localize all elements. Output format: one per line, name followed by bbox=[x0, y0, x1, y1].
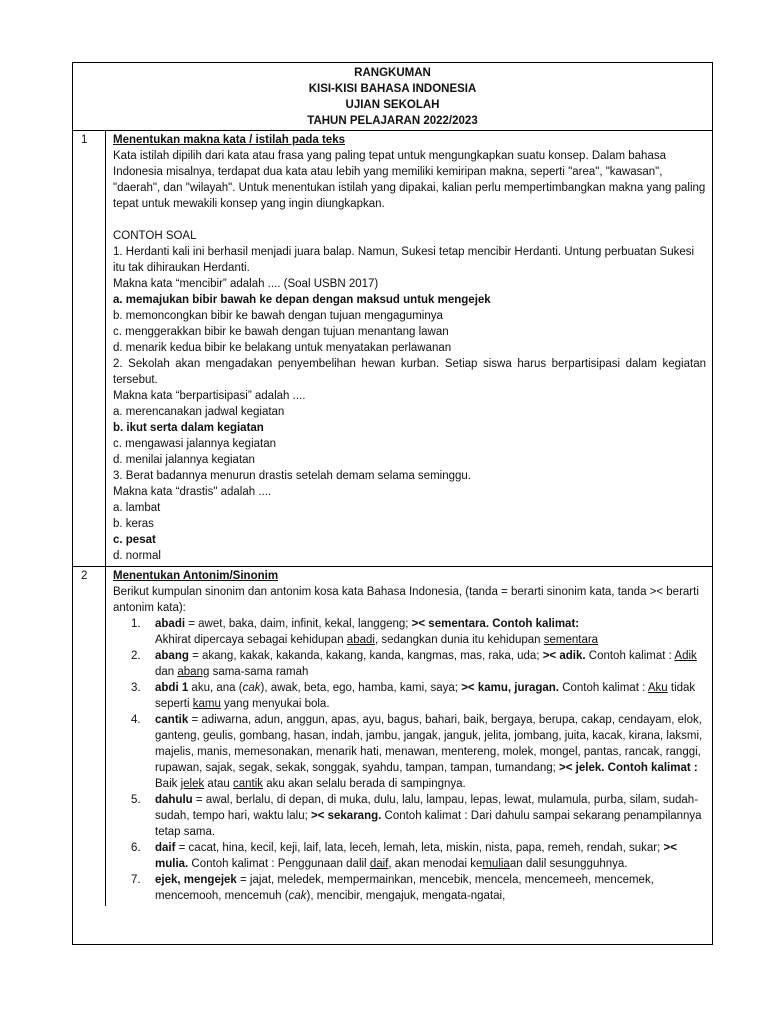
list-item bbox=[131, 712, 706, 792]
example-heading: CONTOH SOAL bbox=[113, 230, 197, 242]
antonym: >< sekarang. bbox=[310, 810, 382, 822]
section-title: Menentukan Antonim/Sinonim bbox=[113, 570, 279, 582]
question-2-text: 2. Sekolah akan mengadakan penyembelihan hewan kurban. Setiap siswa harus berpartisipasi dalam kegiatan tersebut. bbox=[113, 358, 706, 386]
section-intro: Berikut kumpulan sinonim dan antonim kosa kata Bahasa Indonesia, (tanda = berarti sinonim kata, tanda >< berarti antonim kata): bbox=[113, 586, 699, 614]
item-number: 2. bbox=[131, 650, 141, 662]
example-label: Contoh kalimat: bbox=[489, 618, 580, 630]
question-1-prompt: Makna kata “mencibir” adalah .... (Soal USBN 2017) bbox=[113, 278, 379, 290]
question-3-option-c: c. pesat bbox=[113, 534, 156, 546]
item-number: 6. bbox=[131, 842, 141, 854]
antonym: >< adik. bbox=[542, 650, 586, 662]
question-3-option-a: a. lambat bbox=[113, 502, 161, 514]
synonyms: = cacat, hina, kecil, keji, laif, lata, leceh, lemah, leta, miskin, nista, papa, remeh, rendah, sukar; bbox=[175, 842, 664, 854]
example-underlined: Aku bbox=[647, 682, 668, 694]
example-label: Contoh kalimat : bbox=[585, 650, 675, 662]
table-row-section-1 bbox=[73, 131, 712, 567]
example-text: Baik bbox=[155, 778, 181, 790]
question-2-option-b: b. ikut serta dalam kegiatan bbox=[113, 422, 264, 434]
list-item bbox=[131, 680, 706, 712]
question-2-option-d: d. menilai jalannya kegiatan bbox=[113, 454, 255, 466]
question-3-option-b: b. keras bbox=[113, 518, 154, 530]
antonym: >< kamu, juragan. bbox=[461, 682, 559, 694]
section-1-content bbox=[106, 131, 712, 566]
list-item bbox=[131, 840, 706, 872]
antonym: >< mulia. bbox=[155, 842, 677, 870]
question-1-text: 1. Herdanti kali ini berhasil menjadi juara balap. Namun, Sukesi tetap mencibir Herdanti. Untung perbuatan Sukesi itu tak dihiraukan Herdanti. bbox=[113, 246, 695, 274]
question-1-option-a: a. memajukan bibir bawah ke depan dengan maksud untuk mengejek bbox=[113, 294, 491, 306]
entry-word: abadi bbox=[155, 618, 186, 630]
example-text: yang menyukai bola. bbox=[220, 698, 330, 710]
antonym: >< sementara. bbox=[411, 618, 490, 630]
example-text: atau bbox=[204, 778, 234, 790]
synonyms: ), awak, beta, ego, hamba, kami, saya; bbox=[260, 682, 462, 694]
section-2-content bbox=[106, 567, 712, 906]
antonym: >< jelek. bbox=[559, 762, 605, 774]
question-3-prompt: Makna kata “drastis" adalah .... bbox=[113, 486, 272, 498]
example-underlined: mulia bbox=[482, 858, 510, 870]
spacer bbox=[113, 212, 706, 228]
header-line-2: KISI-KISI BAHASA INDONESIA bbox=[308, 83, 477, 95]
entry-word: daif bbox=[155, 842, 176, 854]
example-underlined: abadi bbox=[346, 634, 375, 646]
example-text: , sedangkan dunia itu kehidupan bbox=[374, 634, 544, 646]
abbreviation: cak bbox=[288, 890, 307, 902]
list-item bbox=[131, 872, 706, 904]
example-text: an dalil sesungguhnya. bbox=[509, 858, 628, 870]
question-1-option-b: b. memoncongkan bibir ke bawah dengan tujuan mengaguminya bbox=[113, 310, 443, 322]
example-label: Contoh kalimat : Dari dahulu sampai sekarang penampilannya tetap sama. bbox=[155, 810, 702, 838]
question-2-option-a: a. merencanakan jadwal kegiatan bbox=[113, 406, 285, 418]
example-text: , akan menodai ke bbox=[388, 858, 483, 870]
example-underlined: sementara bbox=[543, 634, 599, 646]
synonyms: = awal, berlalu, di depan, di muka, dulu, lalu, lampau, lepas, lewat, mulamula, purba, silam, sudah-sudah, tempo hari, waktu lalu; bbox=[155, 794, 699, 822]
example-label: Contoh kalimat : bbox=[604, 762, 698, 774]
section-title: Menentukan makna kata / istilah pada teks bbox=[113, 134, 345, 146]
document-table bbox=[72, 62, 713, 945]
example-underlined: daif bbox=[369, 858, 389, 870]
entry-word: ejek, mengejek bbox=[155, 874, 237, 886]
list-item bbox=[131, 616, 706, 648]
example-label: Contoh kalimat : bbox=[559, 682, 648, 694]
header-line-1: RANGKUMAN bbox=[354, 67, 431, 79]
item-number: 7. bbox=[131, 874, 141, 886]
item-number: 3. bbox=[131, 682, 141, 694]
question-2-prompt: Makna kata “berpartisipasi” adalah .... bbox=[113, 390, 306, 402]
example-text: sama-sama ramah bbox=[209, 666, 309, 678]
example-underlined: Adik bbox=[674, 650, 697, 662]
synonyms: = jajat, meledek, mempermainkan, mencebik, mencela, mencemeeh, mencemek, mencemooh, mencemuh ( bbox=[155, 874, 654, 902]
question-1-option-c: c. menggerakkan bibir ke bawah dengan tujuan menantang lawan bbox=[113, 326, 449, 338]
table-row-section-2 bbox=[73, 567, 712, 906]
section-intro: Kata istilah dipilih dari kata atau frasa yang paling tepat untuk mengungkapkan suatu konsep. Dalam bahasa Indonesia misalnya, terdapat dua kata atau lebih yang memiliki kemiripan makna, seperti "area", "kawasan", "daerah", dan "wilayah". Untuk menentukan istilah yang dipakai, kalian perlu mempertimbangkan makna yang paling tepat untuk mewakili konsep yang ingin diungkapkan. bbox=[113, 150, 706, 210]
header-line-4: TAHUN PELAJARAN 2022/2023 bbox=[307, 115, 478, 127]
example-underlined: kamu bbox=[192, 698, 221, 710]
synonyms: = awet, baka, daim, infinit, kekal, langgeng; bbox=[185, 618, 412, 630]
example-text: aku akan selalu berada di sampingnya. bbox=[263, 778, 466, 790]
list-item bbox=[131, 792, 706, 840]
example-text: Akhirat dipercaya sebagai kehidupan bbox=[155, 634, 347, 646]
synonym-antonym-list bbox=[113, 616, 706, 904]
question-1-option-d: d. menarik kedua bibir ke belakang untuk menyatakan perlawanan bbox=[113, 342, 452, 354]
list-item bbox=[131, 648, 706, 680]
item-number: 4. bbox=[131, 714, 141, 726]
synonyms: = akang, kakak, kakanda, kakang, kanda, kangmas, mas, raka, uda; bbox=[188, 650, 543, 662]
example-underlined: jelek bbox=[180, 778, 205, 790]
row-number: 1 bbox=[73, 131, 106, 566]
entry-word: abang bbox=[155, 650, 189, 662]
synonyms: ), mencibir, mengajuk, mengata-ngatai, bbox=[306, 890, 506, 902]
header-line-3: UJIAN SEKOLAH bbox=[345, 99, 440, 111]
entry-word: abdi 1 bbox=[155, 682, 189, 694]
row-number: 2 bbox=[73, 567, 106, 906]
synonyms: = adiwarna, adun, anggun, apas, ayu, bagus, bahari, baik, bergaya, berupa, cakap, cendayam, elok, ganteng, geulis, gombang, hasan, indah, jambu, jangak, janguk, jelita, jombang, juita, kacak, kirana, laksmi, majelis, manis, memesonakan, menarik hati, menawan, mentereng, molek, mongel, pantas, rancak, ranggi, rupawan, sajak, segak, sekak, songgak, syahdu, tampan, tampan, tumandang; bbox=[155, 714, 703, 774]
example-text: tidak seperti bbox=[155, 682, 696, 710]
question-3-option-d: d. normal bbox=[113, 550, 161, 562]
example-label: Contoh kalimat : Penggunaan dalil bbox=[188, 858, 370, 870]
example-underlined: abang bbox=[177, 666, 210, 678]
abbreviation: cak bbox=[242, 682, 261, 694]
question-3-text: 3. Berat badannya menurun drastis setelah demam selama seminggu. bbox=[113, 470, 471, 482]
question-2-option-c: c. mengawasi jalannya kegiatan bbox=[113, 438, 277, 450]
entry-word: cantik bbox=[155, 714, 189, 726]
example-underlined: cantik bbox=[233, 778, 264, 790]
item-number: 5. bbox=[131, 794, 141, 806]
example-text: dan bbox=[155, 666, 178, 678]
document-header bbox=[73, 63, 712, 131]
entry-word: dahulu bbox=[155, 794, 193, 806]
item-number: 1. bbox=[131, 618, 141, 630]
synonyms: aku, ana ( bbox=[188, 682, 243, 694]
